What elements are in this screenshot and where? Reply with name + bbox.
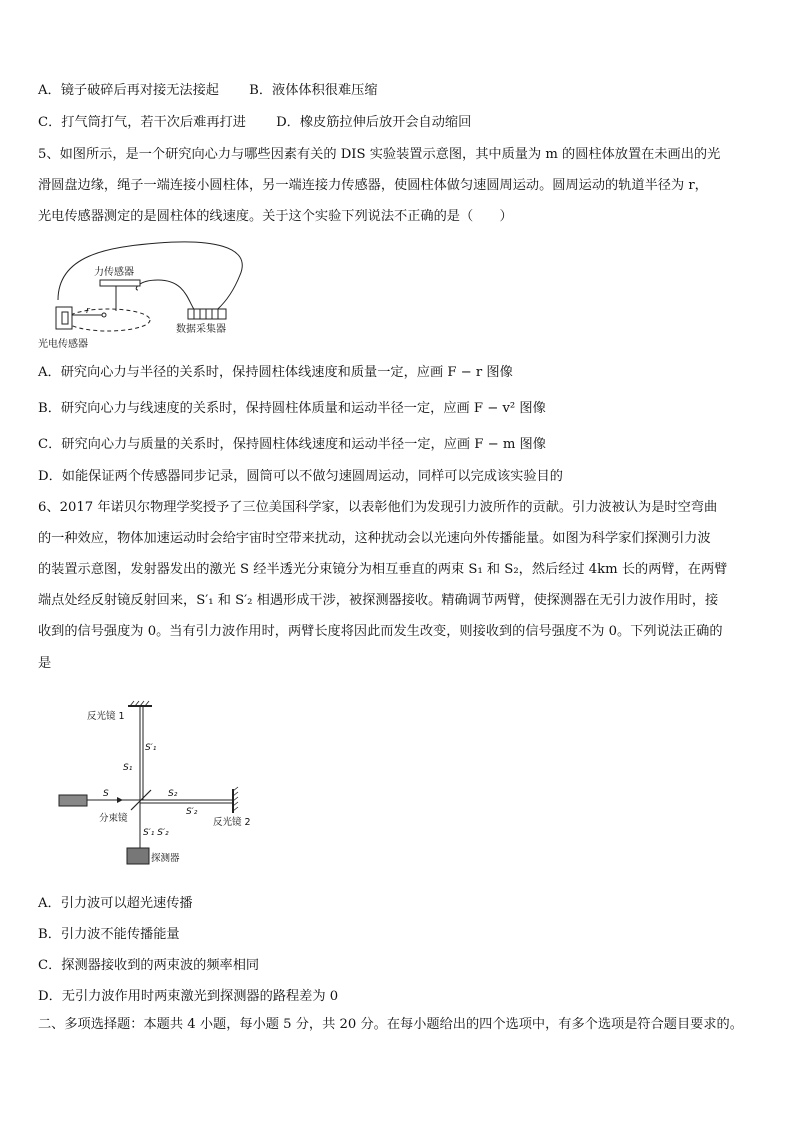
label-s1: S₁ bbox=[123, 763, 133, 773]
q5-option-a: A．研究向心力与半径的关系时，保持圆柱体线速度和质量一定，应画 F − r 图像 bbox=[38, 365, 513, 380]
label-s1p: S′₁ bbox=[145, 743, 157, 753]
circular-orbit bbox=[66, 309, 150, 331]
q6-option-a: A．引力波可以超光速传播 bbox=[38, 896, 193, 911]
beam-s-arrow bbox=[117, 797, 123, 803]
q6-option-c: C．探测器接收到的两束波的频率相同 bbox=[38, 958, 260, 973]
q6-option-d: D．无引力波作用时两束激光到探测器的路程差为 0 bbox=[38, 989, 339, 1004]
data-collector-label: 数据采集器 bbox=[176, 324, 226, 335]
splitter-label: 分束镜 bbox=[99, 813, 128, 824]
q4-options-row-2 bbox=[38, 114, 471, 132]
q5-stem-line-2: 滑圆盘边缘，绳子一端连接小圆柱体，另一端连接力传感器，使圆柱体做匀速圆周运动。圆周运动的轨道半径为 r， bbox=[38, 178, 708, 193]
q5-stem-line-3: 光电传感器测定的是圆柱体的线速度。关于这个实验下列说法不正确的是（ ） bbox=[38, 209, 513, 224]
q4-options-row-1 bbox=[38, 82, 378, 100]
q6-stem-line-4: 端点处经反射镜反射回来，S′₁ 和 S′₂ 相遇形成干涉，被探测器接收。精确调节两臂，使探测器在无引力波作用时，接 bbox=[38, 593, 719, 608]
mirror-2-label: 反光镜 2 bbox=[213, 817, 251, 828]
q6-stem-line-5: 收到的信号强度为 0。当有引力波作用时，两臂长度将因此而发生改变，则接收到的信号强度不为 0。下列说法正确的 bbox=[38, 624, 723, 639]
photo-sensor-label: 光电传感器 bbox=[38, 339, 88, 350]
radius-label: r bbox=[86, 306, 90, 316]
label-s2p: S′₂ bbox=[186, 807, 198, 817]
q6-stem-line-2: 的一种效应，物体加速运动时会给宇宙时空带来扰动，这种扰动会以光速向外传播能量。如图为科学家们探测引力波 bbox=[38, 531, 711, 546]
detector-label: 探测器 bbox=[151, 853, 180, 864]
cable-to-collector bbox=[113, 283, 116, 311]
q6-stem-line-1: 6、2017 年诺贝尔物理学奖授予了三位美国科学家，以表彰他们为发现引力波所作的贡献。引力波被认为是时空弯曲 bbox=[38, 500, 718, 515]
label-s: S bbox=[103, 789, 109, 799]
q6-interferometer-figure bbox=[55, 700, 270, 870]
mirror-1-label: 反光镜 1 bbox=[87, 711, 125, 722]
force-sensor-label: 力传感器 bbox=[94, 267, 134, 278]
q4-option-d: D．橡皮筋拉伸后放开会自动缩回 bbox=[276, 115, 472, 130]
q5-option-b: B．研究向心力与线速度的关系时，保持圆柱体质量和运动半径一定，应画 F − v² 图像 bbox=[38, 401, 546, 416]
laser-emitter bbox=[59, 795, 87, 806]
section-2-heading: 二、多项选择题：本题共 4 小题，每小题 5 分，共 20 分。在每小题给出的四个选项中，有多个选项是符合题目要求的。 bbox=[38, 1017, 743, 1032]
label-s1p-s2p: S′₁ S′₂ bbox=[143, 828, 169, 838]
label-s2: S₂ bbox=[168, 789, 178, 799]
q5-stem-line-1: 5、如图所示，是一个研究向心力与哪些因素有关的 DIS 实验装置示意图，其中质量为 m 的圆柱体放置在未画出的光 bbox=[38, 147, 721, 162]
cylinder bbox=[102, 313, 106, 317]
q4-option-c: C．打气筒打气，若干次后难再打进 bbox=[38, 115, 246, 130]
q4-option-a: A．镜子破碎后再对接无法接起 bbox=[38, 83, 219, 98]
q6-option-b: B．引力波不能传播能量 bbox=[38, 927, 180, 942]
detector bbox=[127, 848, 149, 864]
q4-option-b: B．液体体积很难压缩 bbox=[249, 83, 378, 98]
q6-stem-line-3: 的装置示意图，发射器发出的激光 S 经半透光分束镜分为相互垂直的两束 S₁ 和 S₂，然后经过 4km 长的两臂，在两臂 bbox=[38, 562, 728, 577]
q5-dis-apparatus-figure bbox=[38, 235, 253, 350]
q6-stem-line-6: 是 bbox=[38, 656, 52, 671]
force-sensor-body bbox=[100, 280, 140, 286]
photo-sensor-slot bbox=[62, 312, 68, 324]
q5-option-c: C．研究向心力与质量的关系时，保持圆柱体线速度和运动半径一定，应画 F − m 图像 bbox=[38, 437, 546, 452]
q5-option-d: D．如能保证两个传感器同步记录，圆筒可以不做匀速圆周运动，同样可以完成该实验目的 bbox=[38, 469, 563, 484]
